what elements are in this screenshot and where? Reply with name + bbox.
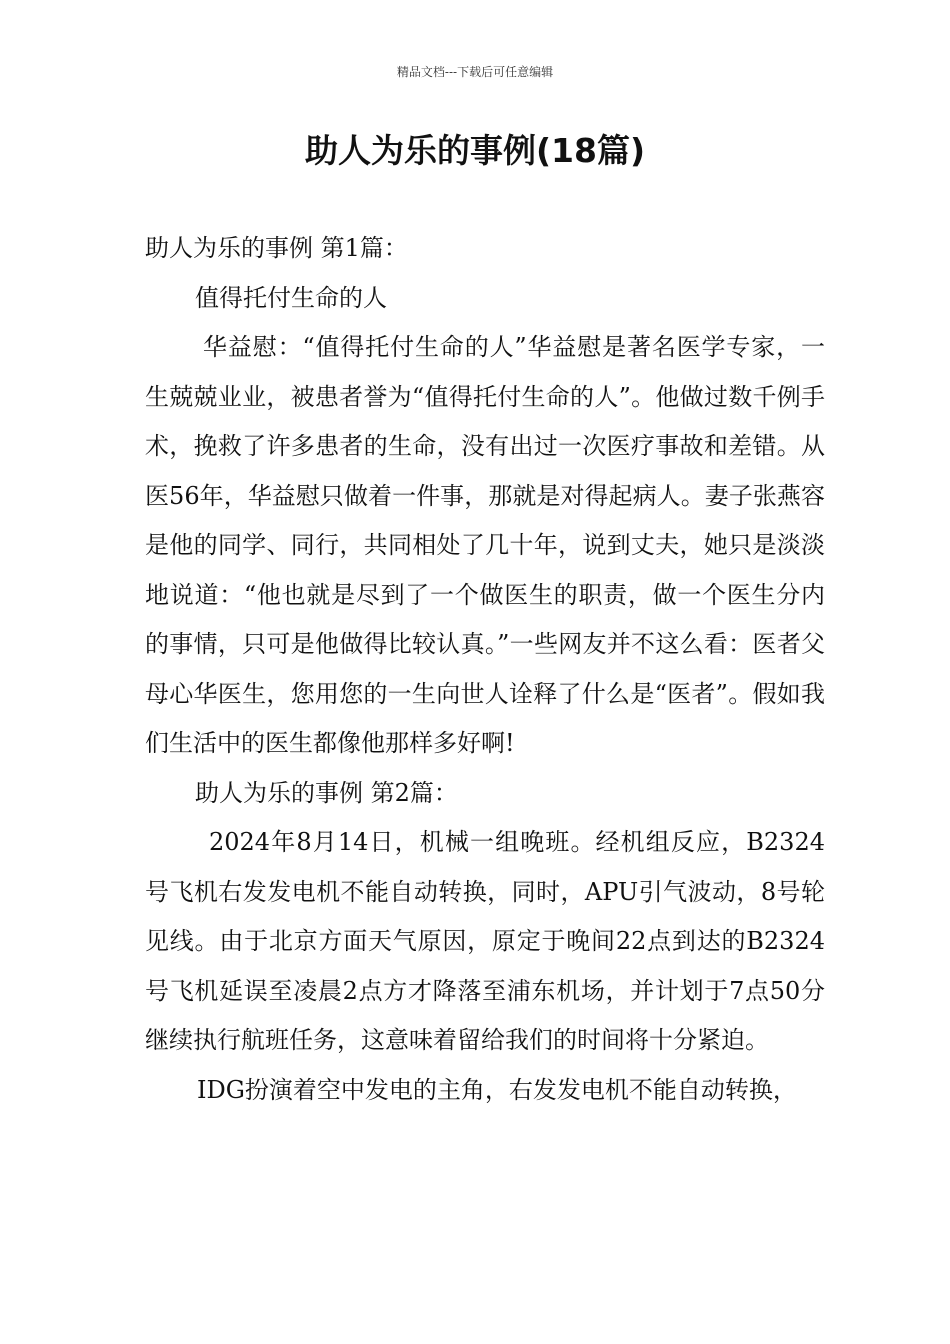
section-2-paragraph-1: 2024年8月14日，机械一组晚班。经机组反应，B2324号飞机右发发电机不能自动转换，同时，APU引气波动，8号轮见线。由于北京方面天气原因，原定于晚间22点到达的B2324号飞机延误至凌晨2点方才降落至浦东机场，并计划于7点50分继续执行航班任务，这意味着留给我们的时间将十分紧迫。 [145,828,825,1054]
section-1-paragraph: 华益慰：“值得托付生命的人”华益慰是著名医学专家，一生兢兢业业，被患者誉为“值得托付生命的人”。他做过数千例手术，挽救了许多患者的生命，没有出过一次医疗事故和差错。从医56年，华益慰只做着一件事，那就是对得起病人。妻子张燕容是他的同学、同行，共同相处了几十年，说到丈夫，她只是淡淡地说道：“他也就是尽到了一个做医生的职责，做一个医生分内的事情，只可是他做得比较认真。”一些网友并不这么看：医者父母心华医生，您用您的一生向世人诠释了什么是“医者”。假如我们生活中的医生都像他那样多好啊! [145,333,825,757]
header-note: 精品文档---下载后可任意编辑 [396,65,554,79]
section-2-heading: 助人为乐的事例 第2篇： [195,778,458,807]
section-1-subtitle: 值得托付生命的人 [195,283,387,312]
section-1-heading: 助人为乐的事例 第1篇： [145,234,408,262]
section-2-paragraph-2: IDG扮演着空中发电的主角，右发发电机不能自动转换， [197,1075,797,1104]
document-body [145,224,825,1115]
document-title: 助人为乐的事例(18篇) [304,131,646,170]
